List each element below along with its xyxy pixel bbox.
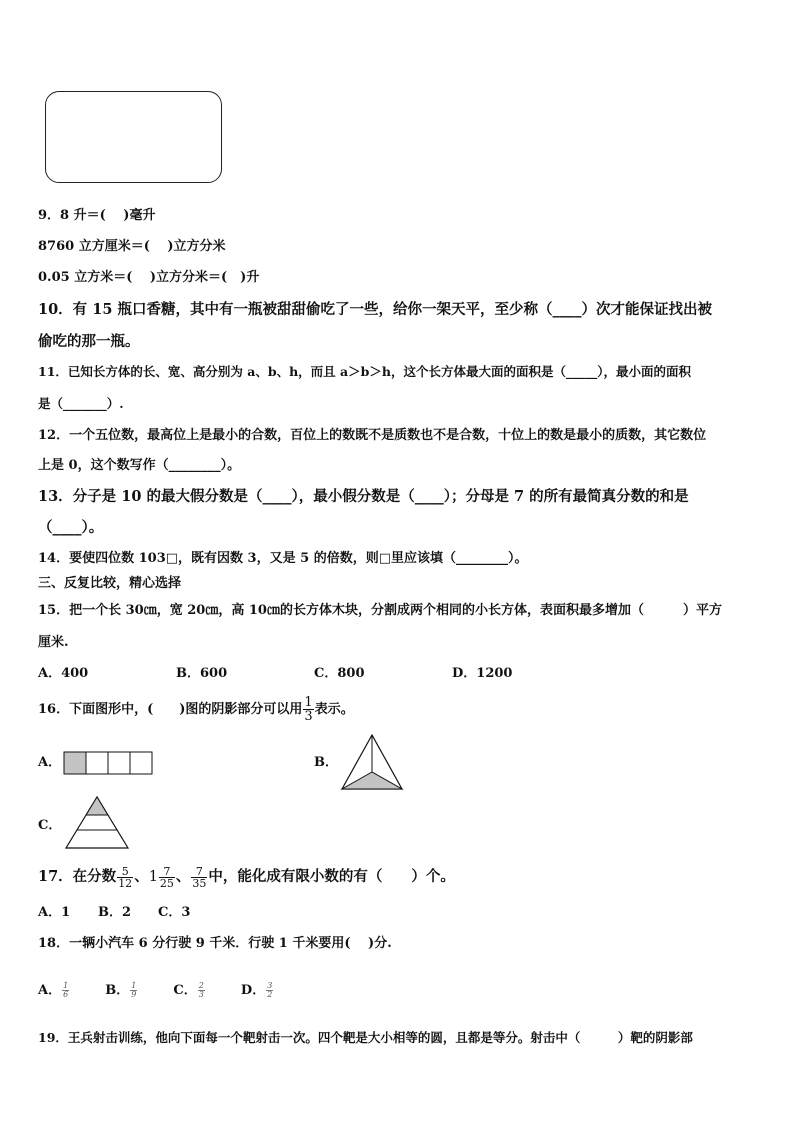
- q16-opt-b-label: B．: [314, 755, 338, 770]
- q17-option-c: C．3: [158, 905, 191, 920]
- q18-option-b: [105, 983, 138, 998]
- q17-sep2: 、: [175, 868, 191, 885]
- q15-line1: 15．把一个长 30㎝，宽 20㎝，高 10㎝的长方体木块，分割成两个相同的小长方体，表面积最多增加（ ）平方: [38, 603, 722, 618]
- q18-opt-c-frac: [198, 982, 205, 999]
- q9-line1: 9．8 升＝( )毫升: [38, 208, 156, 223]
- q17-option-a: A．1: [38, 905, 71, 920]
- q16-suffix: 表示。: [314, 702, 354, 717]
- q17-f2-num: 7: [163, 864, 171, 878]
- q16-figure-a: [63, 751, 155, 776]
- q17-f1-num: 5: [121, 864, 129, 878]
- q18-opt-c-den: 3: [198, 990, 204, 999]
- q13-line1: 13．分子是 10 的最大假分数是（____），最小假分数是（____）；分母是 7 的所有最简真分数的和是: [38, 488, 689, 505]
- q18-opt-a-frac: [62, 982, 69, 999]
- q18-option-d: [241, 983, 274, 998]
- q17-f2-whole: 1: [148, 869, 158, 885]
- q11-line1: 11．已知长方体的长、宽、高分别为 a、b、h，而且 a＞b＞h，这个长方体最大面的面积是（_____），最小面的面积: [38, 364, 691, 379]
- q18-option-c: [173, 983, 205, 998]
- q9-line2: 8760 立方厘米＝( )立方分米: [38, 239, 226, 254]
- section3-title: 三、反复比较，精心选择: [38, 576, 182, 591]
- q12-line2: 上是 0，这个数写作（________）。: [38, 458, 241, 473]
- q16-opt-a-label: A．: [38, 755, 62, 770]
- q18-opt-b-label: B．: [105, 983, 130, 998]
- q15-line2: 厘米.: [38, 635, 69, 650]
- q16-prefix: 16．下面图形中，( )图的阴影部分可以用: [38, 702, 303, 717]
- q17-suffix: 中，能化成有限小数的有（ ）个。: [208, 868, 455, 885]
- figure-a-cell: [130, 752, 152, 774]
- q16-figure-b: [339, 732, 405, 792]
- q15-option-a: A．400: [38, 666, 89, 681]
- q16-fraction: [303, 696, 313, 723]
- q18-line1: 18．一辆小汽车 6 分行驶 9 千米．行驶 1 千米要用( )分.: [38, 936, 392, 951]
- q15-option-b: B．600: [176, 666, 228, 681]
- q18-opt-a-den: 6: [63, 990, 69, 999]
- q18-option-a: [38, 983, 70, 998]
- q18-opt-c-label: C．: [173, 983, 197, 998]
- q18-opt-d-label: D．: [240, 983, 266, 998]
- q15-option-c: C．800: [314, 666, 365, 681]
- q10-line2: 偷吃的那一瓶。: [38, 333, 140, 350]
- blank-answer-box: [45, 91, 222, 183]
- q17-prefix: 17．在分数: [38, 868, 117, 885]
- q17-f3-num: 7: [195, 864, 203, 878]
- q11-line2: 是（_______）.: [38, 396, 124, 411]
- q18-options: [38, 976, 274, 1006]
- q16-stem: [38, 693, 354, 727]
- q19-line1: 19．王兵射击训练，他向下面每一个靶射击一次。四个靶是大小相等的圆，且都是等分。射击中（ ）靶的阴影部: [38, 1030, 693, 1045]
- q16-frac-num: 1: [304, 695, 313, 710]
- q18-opt-d-den: 2: [267, 990, 273, 999]
- figure-c-shaded-top: [86, 797, 108, 815]
- q16-frac-den: 3: [304, 709, 313, 724]
- q15-option-d: D．1200: [452, 666, 513, 681]
- q18-opt-b-frac: [130, 982, 137, 999]
- q16-opt-c-label: C．: [38, 818, 62, 833]
- q18-opt-a-num: 1: [63, 981, 69, 990]
- figure-a-shaded-cell: [64, 752, 86, 774]
- q17-f2-den: 25: [159, 876, 174, 890]
- q18-opt-d-frac: [266, 982, 273, 999]
- q17-fraction-1: [117, 866, 133, 889]
- q9-line3: 0.05 立方米＝( )立方分米＝( )升: [38, 270, 260, 285]
- q17-stem: [38, 860, 455, 894]
- q13-line2: （____）。: [38, 519, 104, 536]
- q16-figure-c: [64, 795, 130, 850]
- q18-opt-b-den: 9: [131, 990, 137, 999]
- figure-a-cell: [108, 752, 130, 774]
- q17-fraction-2: [159, 866, 175, 889]
- q14-line1: 14．要使四位数 103□，既有因数 3，又是 5 的倍数，则□里应该填（________）。: [38, 551, 528, 566]
- q12-line1: 12．一个五位数，最高位上是最小的合数，百位上的数既不是质数也不是合数，十位上的数是最小的质数，其它数位: [38, 428, 707, 443]
- q17-f1-den: 12: [118, 876, 133, 890]
- q18-opt-d-num: 3: [267, 981, 273, 990]
- q18-opt-b-num: 1: [131, 981, 137, 990]
- q17-fraction-3: [191, 866, 207, 889]
- q17-f3-den: 35: [192, 876, 207, 890]
- q17-sep1: 、: [134, 868, 149, 885]
- q10-line1: 10．有 15 瓶口香糖，其中有一瓶被甜甜偷吃了一些，给你一架天平，至少称（____）次才能保证找出被: [38, 301, 712, 318]
- figure-a-cell: [86, 752, 108, 774]
- q17-option-b: B．2: [98, 905, 132, 920]
- q18-opt-c-num: 2: [198, 981, 204, 990]
- q18-opt-a-label: A．: [38, 983, 62, 998]
